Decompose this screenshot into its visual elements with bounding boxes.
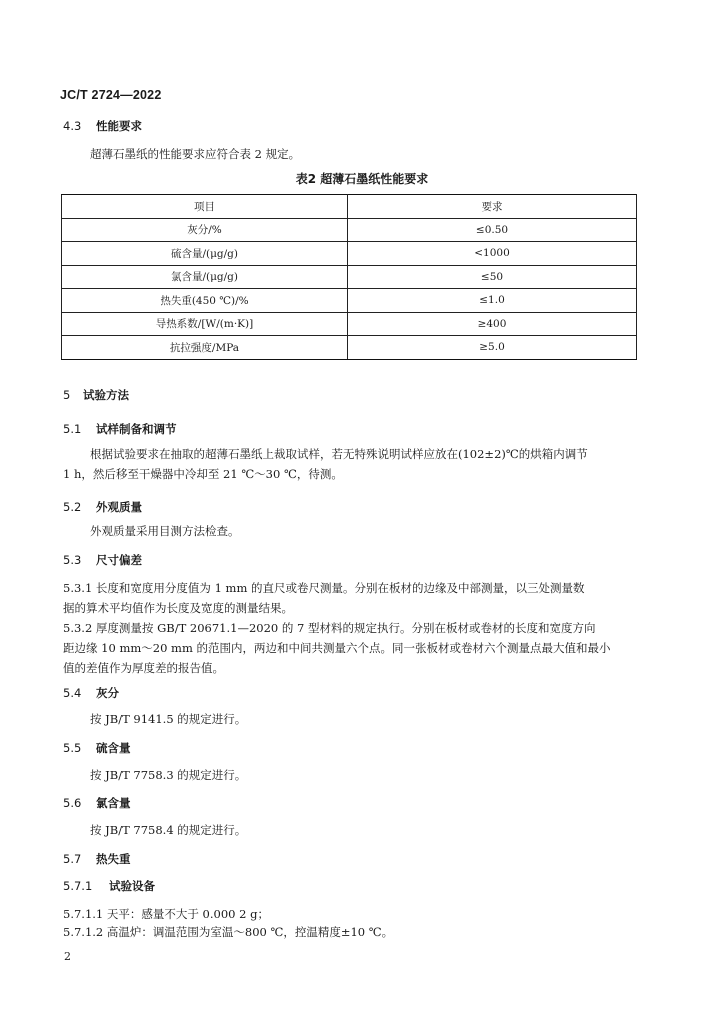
clause-5-3-1-line1: 5.3.1 长度和宽度用分度值为 1 mm 的直尺或卷尺测量。分别在板材的边缘及中部测量，以三处测量数: [63, 581, 585, 595]
clause-5-3-2-line3: 值的差值作为厚度差的报告值。: [63, 661, 224, 675]
section-title: 硫含量: [96, 741, 131, 755]
section-5-5-text: 按 JB/T 7758.3 的规定进行。: [90, 768, 247, 782]
section-5-2-text: 外观质量采用目测方法检查。: [90, 524, 240, 538]
table-row: [62, 218, 637, 242]
clause-5-7-1-1: 5.7.1.1 天平：感量不大于 0.000 2 g；: [63, 907, 269, 921]
section-title: 热失重: [96, 852, 131, 866]
table-row: [62, 265, 637, 289]
section-number: 5.2: [63, 500, 82, 514]
section-5-1-heading: [63, 421, 177, 437]
clause-5-3-2-line2: 距边缘 10 mm～20 mm 的范围内，两边和中间共测量六个点。同一张板材或卷材六个测量点最大值和最小: [63, 641, 611, 655]
clause-5-7-1-heading: [63, 878, 155, 894]
section-title: 性能要求: [96, 119, 142, 133]
section-title: 试样制备和调节: [96, 422, 177, 436]
section-title: 外观质量: [96, 500, 142, 514]
section-number: 5.7: [63, 852, 82, 866]
section-number: 5.1: [63, 422, 82, 436]
table-header-row: [62, 195, 637, 219]
section-5-3-heading: [63, 552, 142, 568]
table-cell-item: 抗拉强度/MPa: [62, 336, 348, 360]
table-cell-value: ≥5.0: [348, 336, 637, 360]
table-cell-value: ≥400: [348, 312, 637, 336]
table-row: [62, 242, 637, 266]
section-number: 5.5: [63, 741, 82, 755]
table-caption: 表2 超薄石墨纸性能要求: [295, 172, 429, 186]
section-4-3-text: 超薄石墨纸的性能要求应符合表 2 规定。: [90, 147, 301, 161]
table-cell-item: 灰分/%: [62, 218, 348, 242]
section-5-1-text-line1: 根据试验要求在抽取的超薄石墨纸上裁取试样，若无特殊说明试样应放在(102±2)℃的烘箱内调节: [90, 447, 588, 461]
table-cell-value: ≤50: [348, 265, 637, 289]
section-number: 5.4: [63, 686, 82, 700]
section-5-6-text: 按 JB/T 7758.4 的规定进行。: [90, 823, 247, 837]
table-header-item: 项目: [62, 195, 348, 219]
clause-5-3-1-line2: 据的算术平均值作为长度及宽度的测量结果。: [63, 601, 293, 615]
table-header-requirement: 要求: [348, 195, 637, 219]
section-title: 尺寸偏差: [96, 553, 142, 567]
section-5-heading: [63, 387, 129, 403]
section-title: 氯含量: [96, 796, 131, 810]
section-5-4-text: 按 JB/T 9141.5 的规定进行。: [90, 712, 247, 726]
table-row: [62, 336, 637, 360]
clause-5-3-2-line1: 5.3.2 厚度测量按 GB/T 20671.1—2020 的 7 型材料的规定执行。分别在板材或卷材的长度和宽度方向: [63, 621, 596, 635]
section-number: 5.6: [63, 796, 82, 810]
table-row: [62, 312, 637, 336]
section-5-4-heading: [63, 685, 119, 701]
section-5-6-heading: [63, 795, 131, 811]
table-cell-value: ≤1.0: [348, 289, 637, 313]
section-number: 4.3: [63, 119, 82, 133]
section-5-5-heading: [63, 740, 131, 756]
page-number: 2: [64, 950, 71, 963]
section-title: 灰分: [96, 686, 119, 700]
table-cell-item: 硫含量/(μg/g): [62, 242, 348, 266]
clause-5-7-1-2: 5.7.1.2 高温炉：调温范围为室温～800 ℃，控温精度±10 ℃。: [63, 925, 394, 939]
table-cell-value: <1000: [348, 242, 637, 266]
section-number: 5.3: [63, 553, 82, 567]
requirements-table: [61, 194, 637, 360]
table-cell-item: 氯含量/(μg/g): [62, 265, 348, 289]
table-cell-item: 热失重(450 ℃)/%: [62, 289, 348, 313]
section-number: 5: [63, 388, 71, 402]
table-cell-value: ≤0.50: [348, 218, 637, 242]
standard-number: JC/T 2724—2022: [60, 88, 162, 102]
section-4-3-heading: [63, 118, 142, 134]
section-title: 试验设备: [109, 879, 155, 893]
table-row: [62, 289, 637, 313]
table-cell-item: 导热系数/[W/(m·K)]: [62, 312, 348, 336]
section-5-1-text-line2: 1 h，然后移至干燥器中冷却至 21 ℃～30 ℃，待测。: [63, 467, 343, 481]
section-title: 试验方法: [83, 388, 129, 402]
section-5-2-heading: [63, 499, 142, 515]
section-number: 5.7.1: [63, 879, 93, 893]
section-5-7-heading: [63, 851, 131, 867]
